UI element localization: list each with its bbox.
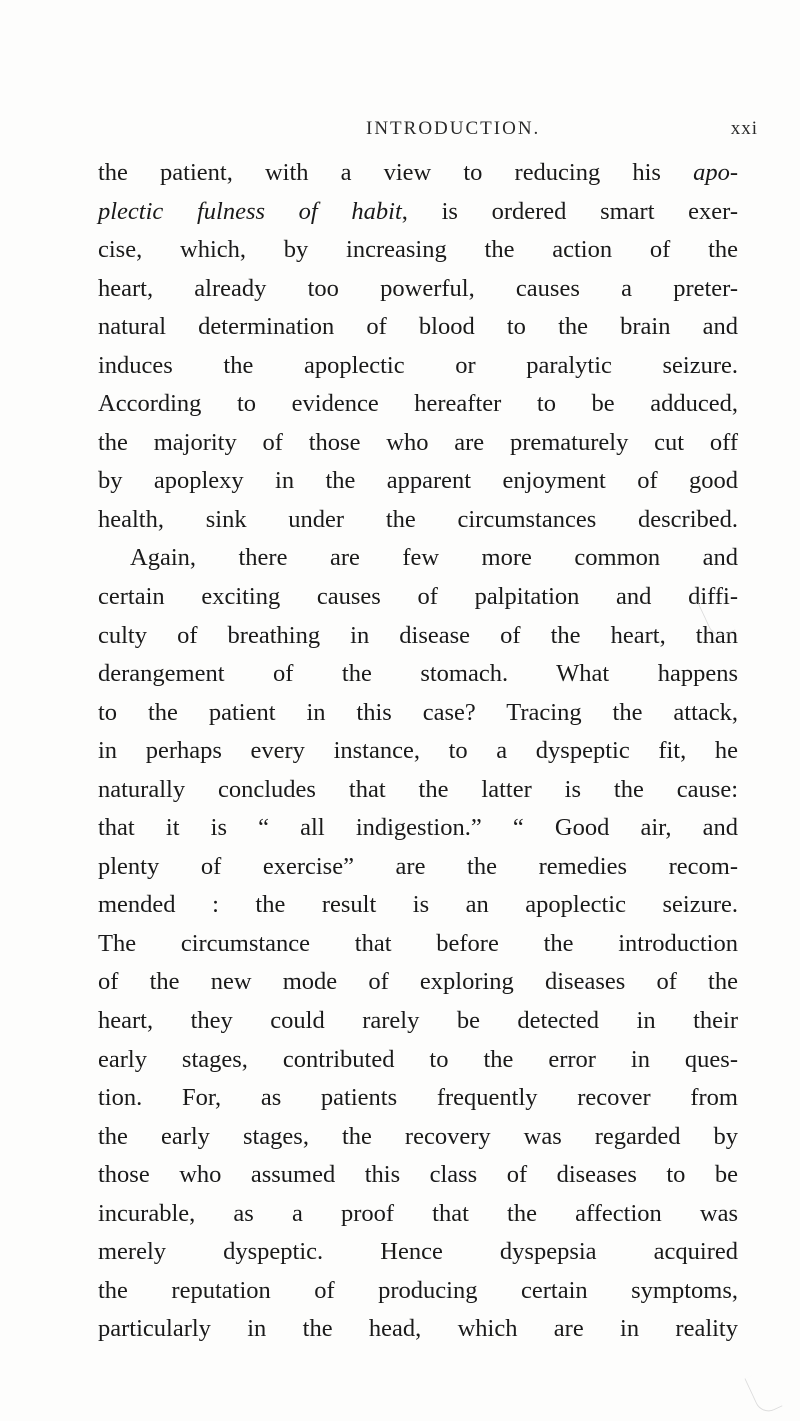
text-line: by apoplexy in the apparent enjoyment of good <box>98 467 738 495</box>
text-line: that it is “ all indigestion.” “ Good air, and <box>98 814 738 842</box>
text-line: plectic fulness of habit, is ordered smart exer- <box>98 197 738 225</box>
text-line: health, sink under the circumstances described. <box>98 505 738 533</box>
text-line: merely dyspeptic. Hence dyspepsia acquired <box>98 1238 738 1266</box>
margin-bracket-mark <box>744 1369 782 1416</box>
running-head-title: INTRODUCTION. <box>366 118 541 139</box>
text-line: induces the apoplectic or paralytic seizure. <box>98 351 738 379</box>
text-line: early stages, contributed to the error in ques- <box>98 1045 738 1073</box>
running-head <box>366 118 766 144</box>
text-line: The circumstance that before the introduction <box>98 929 738 957</box>
text-line: cise, which, by increasing the action of the <box>98 236 738 264</box>
text-line: natural determination of blood to the brain and <box>98 313 738 341</box>
text-line: heart, they could rarely be detected in their <box>98 1007 738 1035</box>
text-line: those who assumed this class of diseases to be <box>98 1161 738 1189</box>
text-line: plenty of exercise” are the remedies recom- <box>98 852 738 880</box>
text-line: the majority of those who are prematurely cut off <box>98 428 738 456</box>
text-line: to the patient in this case? Tracing the attack, <box>98 698 738 726</box>
text-line: naturally concludes that the latter is the cause: <box>98 775 738 803</box>
text-line: the reputation of producing certain symptoms, <box>98 1276 738 1304</box>
text-line: the early stages, the recovery was regarded by <box>98 1122 738 1150</box>
text-line: culty of breathing in disease of the heart, than <box>98 621 738 649</box>
text-line: certain exciting causes of palpitation and diffi- <box>98 583 738 611</box>
text-line: in perhaps every instance, to a dyspeptic fit, he <box>98 737 738 765</box>
text-line: particularly in the head, which are in reality <box>98 1315 738 1343</box>
text-line: tion. For, as patients frequently recover from <box>98 1084 738 1112</box>
page-number: xxi <box>730 118 758 139</box>
text-line: the patient, with a view to reducing his apo- <box>98 159 738 186</box>
text-line: mended : the result is an apoplectic seizure. <box>98 891 738 919</box>
text-line: derangement of the stomach. What happens <box>98 660 738 688</box>
body-text <box>98 154 738 1349</box>
text-line: of the new mode of exploring diseases of the <box>98 968 738 996</box>
text-line: incurable, as a proof that the affection was <box>98 1199 738 1227</box>
text-line: heart, already too powerful, causes a preter- <box>98 274 738 302</box>
text-line: Again, there are few more common and <box>130 544 738 572</box>
text-line: According to evidence hereafter to be adduced, <box>98 390 738 418</box>
